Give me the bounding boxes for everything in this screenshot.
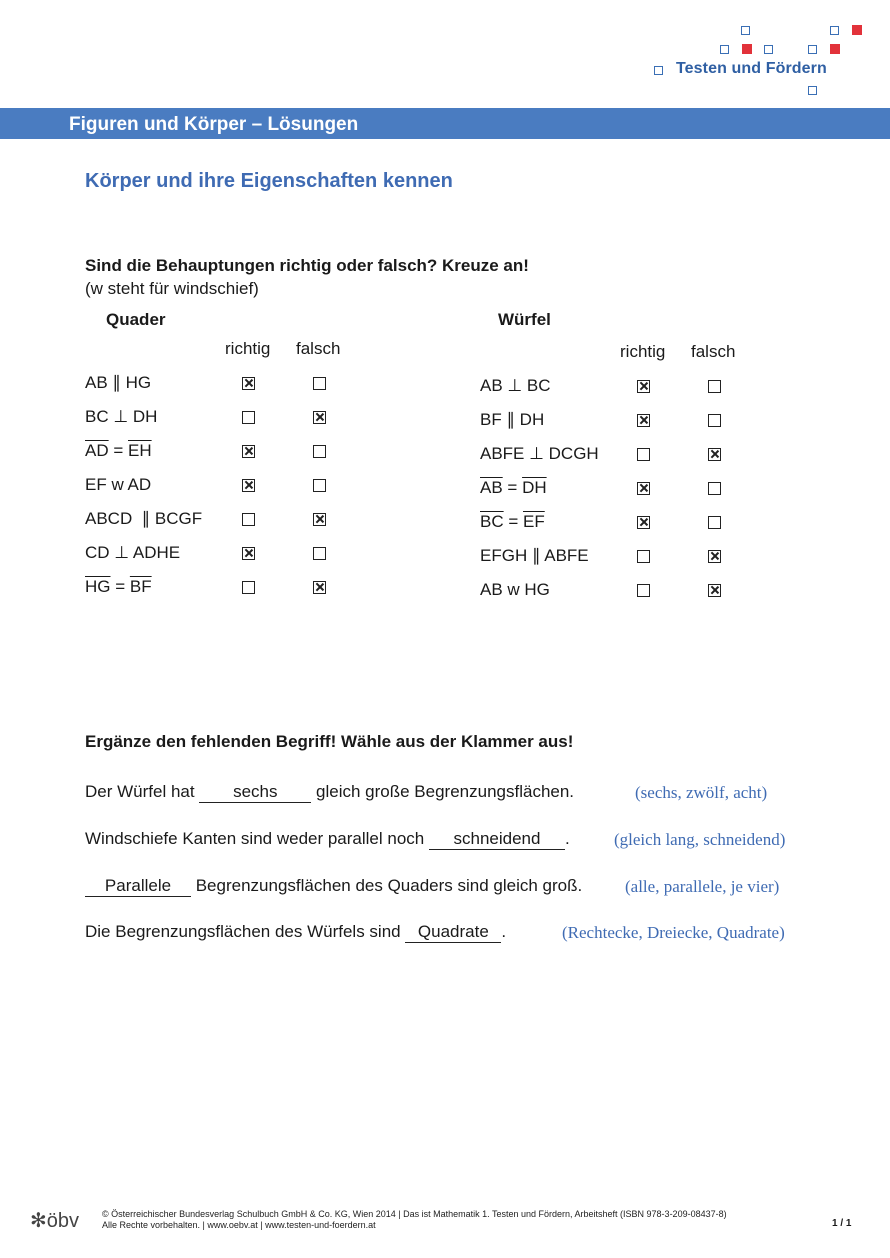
logo-text: Testen und Fördern <box>676 60 827 77</box>
statement: EF w AD <box>85 475 152 494</box>
statement: AB ⊥ BC <box>480 376 551 395</box>
logo-square-red-icon <box>742 44 752 54</box>
task1-hint: (w steht für windschief) <box>85 279 259 298</box>
richtig-checkbox[interactable] <box>242 445 255 458</box>
richtig-checkbox[interactable] <box>637 380 650 393</box>
logo-square-icon <box>741 26 750 35</box>
falsch-checkbox[interactable] <box>708 380 721 393</box>
wuerfel-title: Würfel <box>498 310 551 329</box>
richtig-checkbox[interactable] <box>242 581 255 594</box>
logo-square-red-icon <box>830 44 840 54</box>
richtig-checkbox[interactable] <box>637 448 650 461</box>
logo-square-icon <box>830 26 839 35</box>
statement: $\overline{BC} = \overline{EF}$ <box>480 512 545 531</box>
falsch-checkbox[interactable] <box>708 550 721 563</box>
richtig-checkbox[interactable] <box>637 550 650 563</box>
wuerfel-falsch-header: falsch <box>691 342 736 361</box>
quader-falsch-header: falsch <box>296 339 341 358</box>
statement: ABCD ∥ BCGF <box>85 509 203 528</box>
choices-4: (Rechtecke, Dreiecke, Quadrate) <box>562 923 785 942</box>
task1-prompt: Sind die Behauptungen richtig oder falsch? Kreuze an! <box>85 256 529 275</box>
answer-blank[interactable]: Quadrate <box>405 922 501 943</box>
section-title: Körper und ihre Eigenschaften kennen <box>85 170 453 192</box>
falsch-checkbox[interactable] <box>708 448 721 461</box>
statement: AB w HG <box>480 580 550 599</box>
choices-2: (gleich lang, schneidend) <box>614 830 786 849</box>
answer-blank[interactable]: Parallele <box>85 876 191 897</box>
falsch-checkbox[interactable] <box>708 584 721 597</box>
answer-blank[interactable]: schneidend <box>429 829 565 850</box>
statement: CD ⊥ ADHE <box>85 543 181 562</box>
statement: $\overline{HG} = \overline{BF}$ <box>85 577 152 596</box>
publisher-logo: ✻öbv <box>30 1210 80 1232</box>
falsch-checkbox[interactable] <box>708 414 721 427</box>
richtig-checkbox[interactable] <box>637 414 650 427</box>
wuerfel-richtig-header: richtig <box>620 342 666 361</box>
logo-square-icon <box>764 45 773 54</box>
logo-square-icon <box>808 86 817 95</box>
sentence-1: Der Würfel hat sechs gleich große Begrenzungsflächen. <box>85 782 575 801</box>
task2-prompt: Ergänze den fehlenden Begriff! Wähle aus der Klammer aus! <box>85 732 574 751</box>
falsch-checkbox[interactable] <box>708 516 721 529</box>
choices-3: (alle, parallele, je vier) <box>625 877 780 896</box>
falsch-checkbox[interactable] <box>313 377 326 390</box>
falsch-checkbox[interactable] <box>313 445 326 458</box>
sentence-2: Windschiefe Kanten sind weder parallel noch schneidend . <box>85 829 570 848</box>
logo-square-icon <box>720 45 729 54</box>
richtig-checkbox[interactable] <box>242 513 255 526</box>
sentence-3: Parallele Begrenzungsflächen des Quaders sind gleich groß. <box>85 876 582 897</box>
richtig-checkbox[interactable] <box>242 547 255 560</box>
logo-square-icon <box>654 66 663 75</box>
richtig-checkbox[interactable] <box>242 479 255 492</box>
footer-links: Alle Rechte vorbehalten. | www.oebv.at | www.testen-und-foerdern.at <box>102 1220 376 1230</box>
richtig-checkbox[interactable] <box>242 377 255 390</box>
page-title: Figuren und Körper – Lösungen <box>69 114 359 135</box>
falsch-checkbox[interactable] <box>708 482 721 495</box>
logo-square-icon <box>808 45 817 54</box>
statement: ABFE ⊥ DCGH <box>480 444 599 463</box>
quader-richtig-header: richtig <box>225 339 271 358</box>
answer-blank[interactable]: sechs <box>199 782 311 803</box>
richtig-checkbox[interactable] <box>637 584 650 597</box>
falsch-checkbox[interactable] <box>313 513 326 526</box>
sentence-4: Die Begrenzungsflächen des Würfels sind Quadrate . <box>85 922 507 941</box>
richtig-checkbox[interactable] <box>637 516 650 529</box>
star-icon: ✻ <box>30 1210 47 1232</box>
footer-copyright: © Österreichischer Bundesverlag Schulbuch GmbH & Co. KG, Wien 2014 | Das ist Mathematik 1. Testen und Fördern, Arbeitsheft (ISBN 978-3-209-08437-8) <box>102 1209 727 1219</box>
page-number: 1 / 1 <box>832 1218 852 1229</box>
falsch-checkbox[interactable] <box>313 547 326 560</box>
choices-1: (sechs, zwölf, acht) <box>635 783 768 802</box>
statement: EFGH ∥ ABFE <box>480 546 589 565</box>
falsch-checkbox[interactable] <box>313 479 326 492</box>
statement: $\overline{AD} = \overline{EH}$ <box>85 441 152 460</box>
statement: BC ⊥ DH <box>85 407 158 426</box>
logo-square-red-icon <box>852 25 862 35</box>
falsch-checkbox[interactable] <box>313 411 326 424</box>
statement: $\overline{AB} = \overline{DH}$ <box>480 478 547 497</box>
statement: AB ∥ HG <box>85 373 152 392</box>
falsch-checkbox[interactable] <box>313 581 326 594</box>
richtig-checkbox[interactable] <box>242 411 255 424</box>
quader-title: Quader <box>106 310 166 329</box>
statement: BF ∥ DH <box>480 410 545 429</box>
richtig-checkbox[interactable] <box>637 482 650 495</box>
